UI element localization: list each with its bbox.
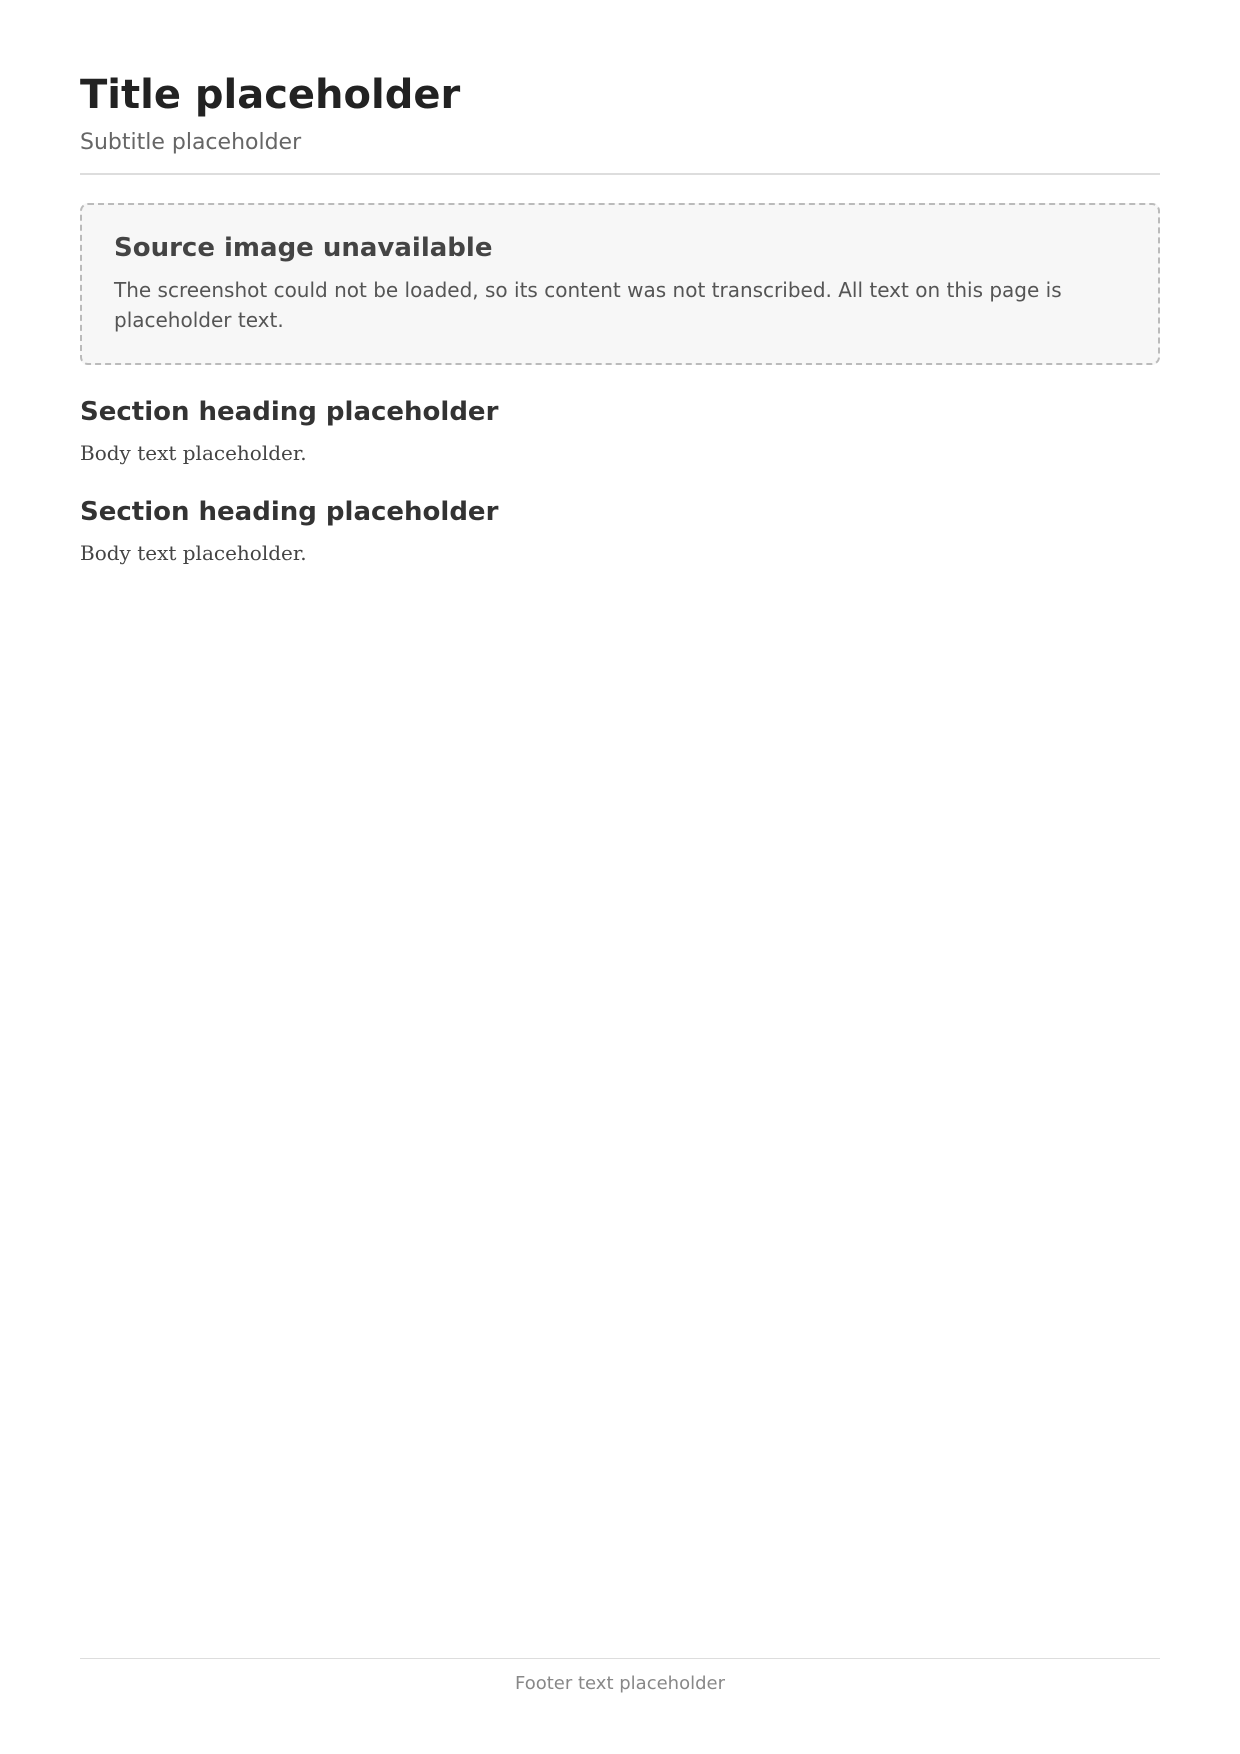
page-footer: Footer text placeholder [80,1658,1160,1694]
section-body: Body text placeholder. [80,441,307,465]
placeholder-notice [80,203,1160,365]
section-heading: Section heading placeholder [80,497,499,527]
page-subtitle: Subtitle placeholder [80,130,302,155]
content-section [80,397,1160,469]
page-title: Title placeholder [80,72,461,118]
page-header [80,72,1160,175]
notice-body: The screenshot could not be loaded, so its content was not transcribed. All text on this page is placeholder text. [114,278,1062,332]
content-section [80,497,1160,569]
section-heading: Section heading placeholder [80,397,499,427]
section-body: Body text placeholder. [80,541,307,565]
notice-heading: Source image unavailable [114,233,493,263]
